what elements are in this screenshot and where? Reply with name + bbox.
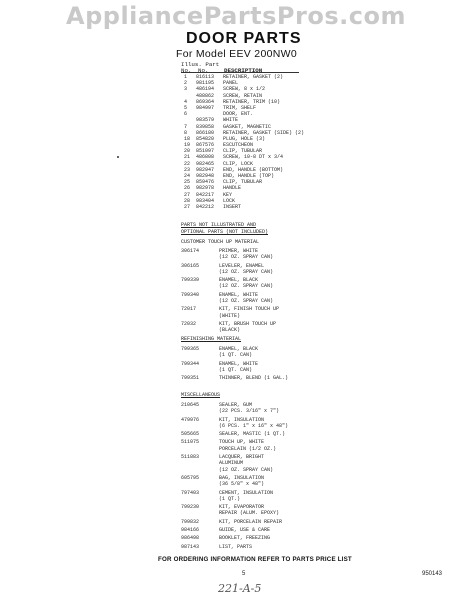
- material-item: [181, 490, 331, 503]
- material-description: ENAMEL, BLACK: [219, 277, 259, 284]
- part-illus-no: 4: [184, 98, 188, 105]
- material-item: [181, 306, 331, 319]
- part-number: 982978: [196, 185, 215, 192]
- material-part-number: 799832: [181, 518, 200, 525]
- material-part-number: 306165: [181, 262, 200, 269]
- part-illus-no: 1: [184, 74, 188, 80]
- part-number: 983579: [196, 117, 215, 124]
- part-illus-no: 5: [184, 104, 188, 111]
- part-number: 983404: [196, 197, 215, 204]
- part-illus-no: 28: [184, 197, 191, 204]
- parts-list: [181, 74, 321, 210]
- part-number: 869364: [196, 98, 215, 105]
- material-description: PORCELAIN (1/2 OZ.): [219, 445, 277, 452]
- material-item: [181, 248, 331, 261]
- material-description: KIT, BRUSH TOUCH UP: [219, 320, 277, 327]
- part-description: RETAINER, GASKET (SIDE) (2): [223, 129, 305, 136]
- material-item: [181, 527, 331, 533]
- material-item: [181, 375, 331, 381]
- material-part-number: 306174: [181, 248, 200, 254]
- material-item: [181, 346, 331, 359]
- material-item: [181, 321, 331, 334]
- page-number: 5: [242, 571, 246, 577]
- material-part-number: 210645: [181, 402, 200, 408]
- part-description: PLUG, HOLE (3): [223, 135, 266, 142]
- part-description: CLIP, TUBULAR: [223, 148, 263, 155]
- part-illus-no: 19: [184, 142, 191, 149]
- material-description: GUIDE, USE & CARE: [219, 527, 271, 534]
- material-item: [181, 292, 331, 305]
- material-item: [181, 504, 331, 517]
- part-illus-no: 22: [184, 160, 191, 167]
- part-description: END, HANDLE (BOTTOM): [223, 166, 284, 173]
- handwritten-note: 221-A-5: [218, 582, 262, 595]
- part-illus-no: 7: [184, 123, 188, 130]
- material-part-number: 505665: [181, 431, 200, 438]
- part-illus-no: 18: [184, 135, 191, 142]
- material-description: ENAMEL, WHITE: [219, 291, 259, 298]
- parts-row: [181, 204, 321, 210]
- part-description: INSERT: [223, 203, 242, 210]
- part-number: 486194: [196, 86, 215, 93]
- note-line-2: OPTIONAL PARTS (NOT INCLUDED): [181, 229, 269, 235]
- material-part-number: 799351: [181, 375, 200, 382]
- material-description: (1 QT.): [219, 495, 241, 502]
- material-part-number: 72017: [181, 306, 197, 313]
- part-number: 486808: [196, 154, 215, 161]
- material-description: KIT, EVAPORATOR: [219, 504, 265, 511]
- part-number: 984997: [196, 104, 215, 111]
- part-illus-no: 3: [184, 86, 188, 93]
- material-item: [181, 431, 331, 437]
- part-number: 851097: [196, 148, 215, 155]
- part-description: WHITE: [223, 117, 239, 124]
- part-number: 982948: [196, 173, 215, 179]
- refinishing-list: [181, 346, 331, 383]
- material-part-number: 799344: [181, 360, 200, 367]
- material-description: REPAIR (ALUM. EPOXY): [219, 510, 280, 517]
- part-description: TRIM, SHELF: [223, 104, 257, 111]
- material-description: (1 QT. CAN): [219, 352, 253, 359]
- ordering-note: FOR ORDERING INFORMATION REFER TO PARTS PRICE LIST: [158, 556, 352, 563]
- stray-mark: [117, 156, 119, 158]
- material-description: (1 QT. CAN): [219, 366, 253, 373]
- part-number: 842212: [196, 203, 215, 210]
- part-description: SCREW, RETAIN: [223, 92, 263, 99]
- material-description: PRIMER, WHITE: [219, 248, 259, 254]
- part-number: 982947: [196, 166, 215, 173]
- part-number: 488862: [196, 92, 215, 99]
- material-description: LACQUER, BRIGHT: [219, 454, 265, 461]
- material-part-number: 511883: [181, 454, 200, 461]
- material-description: ALUMINUM: [219, 460, 244, 467]
- page-title: DOOR PARTS: [186, 30, 302, 47]
- material-item: [181, 519, 331, 525]
- touchup-list: [181, 248, 331, 336]
- part-illus-no: 23: [184, 166, 191, 173]
- material-part-number: 987143: [181, 543, 200, 550]
- material-description: (6 PCS. 1" x 16" x 48"): [219, 422, 289, 429]
- material-part-number: 479976: [181, 416, 200, 423]
- material-description: (12 OZ. SPRAY CAN): [219, 466, 274, 473]
- part-description: RETAINER, GASKET (2): [223, 74, 284, 80]
- material-description: TOUCH UP, WHITE: [219, 439, 265, 446]
- material-part-number: 72032: [181, 320, 197, 327]
- part-illus-no: 26: [184, 185, 191, 192]
- misc-heading: MISCELLANEOUS: [181, 392, 221, 398]
- material-item: [181, 277, 331, 290]
- material-description: KIT, PORCELAIN REPAIR: [219, 518, 283, 525]
- material-item: [181, 454, 331, 473]
- material-description: ENAMEL, WHITE: [219, 360, 259, 367]
- material-description: BAG, INSULATION: [219, 474, 265, 481]
- material-description: SEALER, GUM: [219, 402, 253, 408]
- part-description: GASKET, MAGNETIC: [223, 123, 272, 130]
- material-item: [181, 361, 331, 374]
- part-number: 866180: [196, 129, 215, 136]
- material-part-number: 511075: [181, 439, 200, 446]
- part-number: 867576: [196, 142, 215, 149]
- header-description: DESCRIPTION: [224, 67, 263, 74]
- material-part-number: 984166: [181, 527, 200, 534]
- part-illus-no: 6: [184, 111, 188, 118]
- material-item: [181, 402, 331, 415]
- part-number: 859476: [196, 179, 215, 186]
- part-description: END, HANDLE (TOP): [223, 173, 275, 179]
- material-description: THINNER, BLEND (1 GAL.): [219, 375, 289, 382]
- part-illus-no: 27: [184, 203, 191, 210]
- part-description: PANEL: [223, 80, 239, 87]
- material-description: SEALER, MASTIC (1 QT.): [219, 431, 286, 438]
- part-description: DOOR, ENT.: [223, 111, 254, 118]
- part-description: KEY: [223, 191, 233, 198]
- material-description: KIT, FINISH TOUCH UP: [219, 306, 280, 313]
- material-part-number: 986498: [181, 535, 200, 542]
- header-no: No.: [181, 67, 192, 74]
- touchup-heading: CUSTOMER TOUCH UP MATERIAL: [181, 239, 260, 245]
- part-description: CLIP, TUBULAR: [223, 179, 263, 186]
- part-illus-no: 21: [184, 154, 191, 161]
- misc-list: [181, 402, 331, 552]
- part-number: 839858: [196, 123, 215, 130]
- material-description: (WHITE): [219, 312, 241, 319]
- header-illus-part: Illus. Part: [181, 61, 220, 68]
- part-description: LOCK: [223, 197, 236, 204]
- material-description: ENAMEL, BLACK: [219, 346, 259, 352]
- part-description: HANDLE: [223, 185, 242, 192]
- material-part-number: 605795: [181, 474, 200, 481]
- part-number: 982465: [196, 160, 215, 167]
- watermark: AppliancePartsPros.com: [66, 2, 406, 30]
- refinishing-heading: REFINISHING MATERIAL: [181, 336, 242, 342]
- material-description: (12 OZ. SPRAY CAN): [219, 298, 274, 305]
- part-number: 981195: [196, 80, 215, 87]
- part-illus-no: 25: [184, 179, 191, 186]
- material-description: (36 5/8" x 48"): [219, 481, 265, 488]
- material-description: (22 PCS. 3/16" x 7"): [219, 408, 280, 415]
- part-illus-no: 20: [184, 148, 191, 155]
- material-description: KIT, INSULATION: [219, 416, 265, 423]
- material-description: (BLACK): [219, 327, 241, 334]
- part-description: ESCUTCHEON: [223, 142, 254, 149]
- material-item: [181, 535, 331, 541]
- page-subtitle: For Model EEV 200NW0: [176, 48, 297, 60]
- part-description: RETAINER, TRIM (10): [223, 98, 281, 105]
- material-description: (12 OZ. SPRAY CAN): [219, 283, 274, 290]
- material-item: [181, 417, 331, 430]
- material-part-number: 799339: [181, 277, 200, 284]
- material-part-number: 799365: [181, 346, 200, 352]
- header-no-2: No.: [198, 67, 209, 74]
- part-description: SCREW, 8 x 1/2: [223, 86, 266, 93]
- note-line-1: PARTS NOT ILLUSTRATED AND: [181, 222, 257, 228]
- part-number: 854820: [196, 135, 215, 142]
- header-rule: [181, 72, 299, 73]
- part-illus-no: 8: [184, 129, 188, 136]
- part-illus-no: 2: [184, 80, 188, 87]
- material-part-number: 799340: [181, 291, 200, 298]
- part-number: 816113: [196, 74, 215, 80]
- material-item: [181, 544, 331, 550]
- part-description: SCREW, 10-8 DT x 3/4: [223, 154, 284, 161]
- material-description: (12 OZ. SPRAY CAN): [219, 254, 274, 261]
- material-description: BOOKLET, FREEZING: [219, 535, 271, 542]
- material-description: LEVELER, ENAMEL: [219, 262, 265, 269]
- part-description: CLIP, LOCK: [223, 160, 254, 167]
- material-item: [181, 475, 331, 488]
- material-description: CEMENT, INSULATION: [219, 489, 274, 496]
- part-illus-no: 24: [184, 173, 191, 179]
- material-item: [181, 439, 331, 452]
- material-part-number: 799230: [181, 504, 200, 511]
- material-description: (12 OZ. SPRAY CAN): [219, 268, 274, 275]
- part-number: 842217: [196, 191, 215, 198]
- part-illus-no: 27: [184, 191, 191, 198]
- material-description: LIST, PARTS: [219, 543, 253, 550]
- material-item: [181, 263, 331, 276]
- document-code: 950143: [422, 571, 443, 577]
- material-part-number: 797403: [181, 489, 200, 496]
